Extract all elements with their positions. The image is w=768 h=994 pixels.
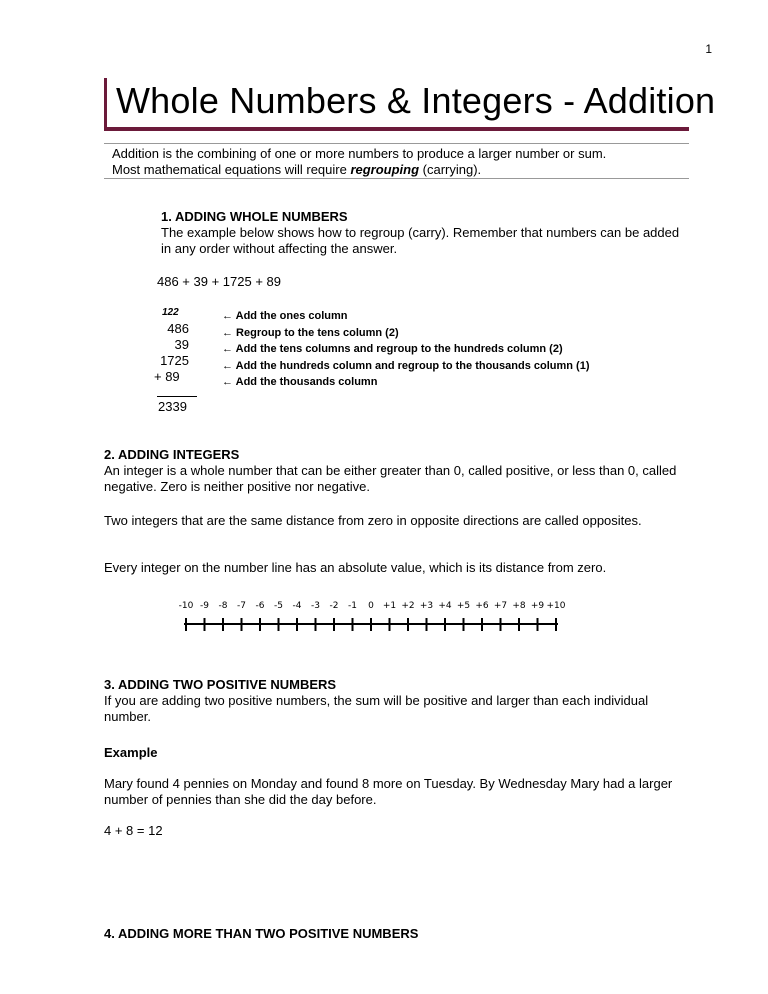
sum-result: 2339 <box>158 399 187 414</box>
intro-rule-top <box>104 143 689 144</box>
number-line <box>160 594 570 634</box>
section1-equation: 486 + 39 + 1725 + 89 <box>157 274 281 289</box>
number-line-label: +1 <box>382 601 397 611</box>
step-item: ← Add the tens columns and regroup to the hundreds column (2) <box>222 343 563 355</box>
sum-line <box>157 396 197 397</box>
addend: 486 <box>167 321 189 336</box>
example-equation: 4 + 8 = 12 <box>104 823 163 838</box>
number-line-label: -8 <box>218 601 228 611</box>
section1-heading: 1. ADDING WHOLE NUMBERS <box>161 209 348 224</box>
number-line-label: -9 <box>200 601 209 611</box>
number-line-label: -1 <box>348 601 357 611</box>
section4-heading: 4. ADDING MORE THAN TWO POSITIVE NUMBERS <box>104 926 419 941</box>
addend: + 89 <box>154 369 180 384</box>
section3-heading: 3. ADDING TWO POSITIVE NUMBERS <box>104 677 337 692</box>
step-item: ← Regroup to the tens column (2) <box>222 326 399 339</box>
number-line-label: +6 <box>475 601 489 611</box>
section2-p3: Every integer on the number line has an absolute value, which is its distance from zero. <box>104 560 607 575</box>
number-line-label: 0 <box>368 601 374 611</box>
number-line-label: +5 <box>456 601 471 611</box>
number-line-label: +8 <box>512 601 526 611</box>
number-line-ticks <box>186 618 556 631</box>
section2-heading: 2. ADDING INTEGERS <box>104 447 240 462</box>
section1-text: The example below shows how to regroup (carry). Remember that numbers can be added in any order without affecting the answer. <box>161 225 680 256</box>
title-accent-bar <box>104 78 107 130</box>
number-line-labels <box>179 601 566 611</box>
step-item: ← Add the hundreds column and regroup to the thousands column (1) <box>222 359 590 372</box>
number-line-label: +9 <box>530 601 545 611</box>
number-line-label: -3 <box>311 601 320 611</box>
addend: 39 <box>174 337 189 352</box>
page-title: Whole Numbers & Integers - Addition <box>116 80 716 121</box>
intro-line-1: Addition is the combining of one or more numbers to produce a larger number or sum. <box>112 146 607 161</box>
intro-line-2: Most mathematical equations will require regrouping (carrying). <box>112 162 482 177</box>
number-line-label: -4 <box>292 601 302 611</box>
number-line-label: -7 <box>237 601 246 611</box>
section2-p2: Two integers that are the same distance from zero in opposite directions are called opposites. <box>104 513 642 528</box>
example-label: Example <box>104 745 158 760</box>
intro-box <box>112 146 606 178</box>
number-line-label: +4 <box>438 601 452 611</box>
step-item: ← Add the ones column <box>222 310 348 322</box>
number-line-label: -5 <box>274 601 283 611</box>
number-line-label: +7 <box>493 601 508 611</box>
addend: 1725 <box>160 353 189 368</box>
page-number: 1 <box>705 42 712 56</box>
steps-list <box>222 308 589 391</box>
number-line-label: -6 <box>255 601 265 611</box>
number-line-label: -10 <box>178 601 194 611</box>
example-text: Mary found 4 pennies on Monday and found 8 more on Tuesday. By Wednesday Mary had a larger number of pennies than she did the day before. <box>104 776 673 807</box>
step-item: ← Add the thousands column <box>222 376 378 388</box>
title-rule <box>104 127 689 131</box>
carry-digits: 122 <box>162 307 179 318</box>
intro-rule-bottom <box>104 178 689 179</box>
addends-column <box>150 321 189 385</box>
intro-bold-term: regrouping <box>350 162 420 177</box>
number-line-label: +2 <box>401 601 415 611</box>
number-line-label: +3 <box>419 601 434 611</box>
section3-text: If you are adding two positive numbers, the sum will be positive and larger than each individual number. <box>104 693 649 724</box>
number-line-label: -2 <box>329 601 339 611</box>
number-line-label: +10 <box>546 601 566 611</box>
section2-p1: An integer is a whole number that can be either greater than 0, called positive, or less than 0, called negative. Zero is neither positive nor negative. <box>104 463 677 494</box>
